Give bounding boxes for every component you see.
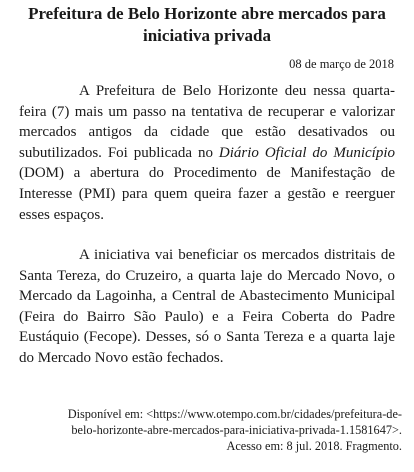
paragraph-1-text-start: A Prefeitura de Belo Horizonte deu nessa quarta-feira (7) mais um passo na tentativa de recuperar e valorizar mercados antigos da cidade que estão desativados ou subutilizados. Foi publicada no bbox=[19, 83, 395, 161]
article-title: Prefeitura de Belo Horizonte abre mercados para iniciativa privada bbox=[28, 4, 386, 45]
source-line-2: belo-horizonte-abre-mercados-para-iniciativa-privada-1.1581647>. bbox=[71, 423, 402, 437]
source-line-1: Disponível em: <https://www.otempo.com.br/cidades/prefeitura-de- bbox=[67, 407, 402, 421]
source-citation bbox=[10, 406, 402, 454]
article-date: 08 de março de 2018 bbox=[289, 57, 394, 71]
source-line-3: Acesso em: 8 jul. 2018. Fragmento. bbox=[226, 439, 402, 453]
paragraph-1-text-end: (DOM) a abertura do Procedimento de Manifestação de Interesse (PMI) para quem queira fazer a gestão e reerguer esses espaços. bbox=[19, 165, 395, 223]
article-paragraph-1 bbox=[19, 81, 395, 225]
article-paragraph-2: A iniciativa vai beneficiar os mercados distritais de Santa Tereza, do Cruzeiro, a quarta laje do Mercado Novo, o Mercado da Lagoinha, a Central de Abastecimento Municipal (Feira do Bairro São Paulo) e a Feira Coberta do Padre Eustáquio (Fecope). Desses, só o Santa Tereza e a quarta laje do Mercado Novo estão fechados. bbox=[19, 247, 395, 366]
diario-oficial-italic: Diário Oficial do Município bbox=[218, 144, 396, 161]
